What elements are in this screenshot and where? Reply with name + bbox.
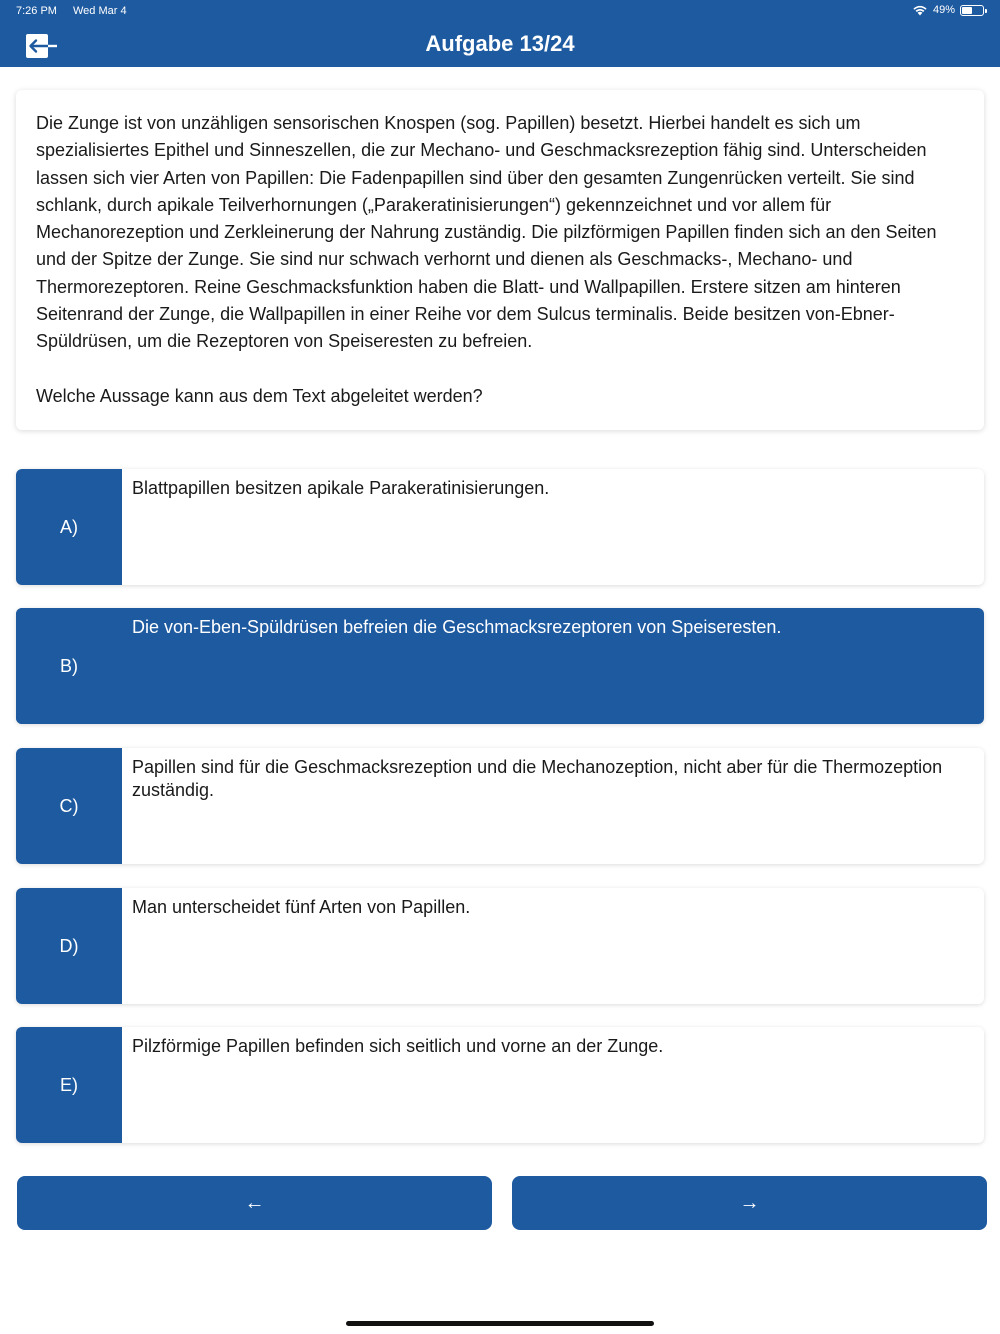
answer-option-b[interactable] — [16, 608, 984, 724]
top-bar — [0, 0, 1000, 67]
option-letter: E) — [16, 1027, 122, 1143]
status-date: Wed Mar 4 — [73, 5, 127, 17]
answer-option-a[interactable] — [16, 469, 984, 585]
arrow-right-icon: → — [739, 1191, 760, 1214]
question-text: Welche Aussage kann aus dem Text abgeleitet werden? — [36, 385, 483, 406]
answer-option-e[interactable] — [16, 1027, 984, 1143]
option-letter: C) — [16, 748, 122, 864]
option-text: Blattpapillen besitzen apikale Parakeratinisierungen. — [132, 478, 550, 498]
page-title: Aufgabe 13/24 — [425, 31, 575, 56]
battery-cap — [985, 9, 987, 13]
answer-option-c[interactable] — [16, 748, 984, 864]
answer-option-d[interactable] — [16, 888, 984, 1004]
passage-text: Die Zunge ist von unzähligen sensorischen Knospen (sog. Papillen) besetzt. Hierbei handelt es sich um spezialisiertes Epithel und Sinneszellen, die zur Mechano- und Geschmacksrezeption fähig sind. Unterscheiden lassen sich vier Arten von Papillen: Die Fadenpapillen sind über den gesamten Zungenrücken verteilt. Sie sind schlank, durch apikale Teilverhornungen („Parakeratinisierungen“) gekennzeichnet und vor allem für Mechanorezeption und Zerkleinerung der Nahrung zuständig. Die pilzförmigen Papillen finden sich an den Seiten und der Spitze der Zunge. Sie sind nur schwach verhornt und dienen als Geschmacks-, Mechano- und Thermorezeptoren. Reine Geschmacksfunktion haben die Blatt- und Wallpapillen. Erstere sitzen am hinteren Seitenrand der Zunge, die Wallpapillen in einer Reihe vor dem Sulcus terminalis. Beide besitzen von-Ebner-Spüldrüsen, um die Rezeptoren von Speiseresten zu befreien. — [36, 113, 937, 352]
battery-percent: 49% — [932, 4, 955, 16]
option-letter: A) — [16, 469, 122, 585]
option-text: Die von-Eben-Spüldrüsen befreien die Geschmacksrezeptoren von Speiseresten. — [132, 617, 782, 637]
status-time: 7:26 PM — [16, 5, 57, 17]
option-letter: D) — [16, 888, 122, 1004]
battery-fill — [962, 7, 972, 14]
next-button[interactable] — [512, 1176, 987, 1230]
previous-button[interactable] — [17, 1176, 492, 1230]
option-letter: B) — [16, 608, 122, 724]
wifi-icon — [912, 4, 928, 16]
home-indicator — [346, 1321, 654, 1326]
status-right — [912, 4, 984, 16]
battery-icon — [960, 5, 984, 16]
arrow-left-icon: ← — [244, 1191, 265, 1214]
option-text: Pilzförmige Papillen befinden sich seitlich und vorne an der Zunge. — [132, 1036, 664, 1056]
option-text: Man unterscheidet fünf Arten von Papillen. — [132, 897, 471, 917]
passage-card — [16, 90, 984, 430]
status-bar — [0, 0, 1000, 22]
option-text: Papillen sind für die Geschmacksrezeption und die Mechanozeption, nicht aber für die Thermozeption zuständig. — [132, 757, 943, 800]
